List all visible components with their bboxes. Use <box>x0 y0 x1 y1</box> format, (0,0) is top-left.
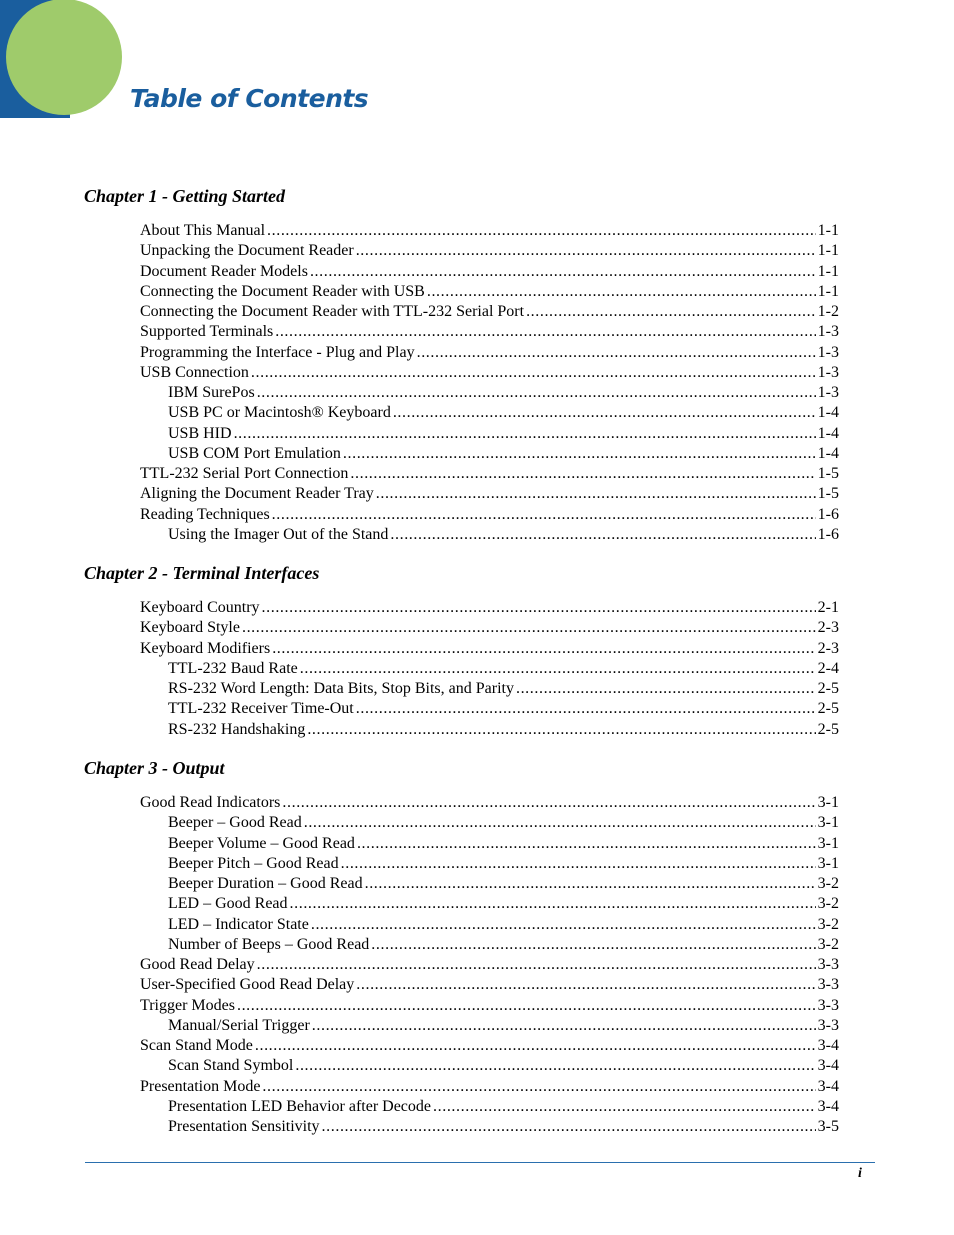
toc-entry[interactable] <box>168 403 839 423</box>
toc-entry-title: IBM SurePos <box>168 384 255 401</box>
toc-entry-title: Number of Beeps – Good Read <box>168 935 370 953</box>
toc-entry-title: Beeper Volume – Good Read <box>168 834 355 852</box>
toc-entry-page-number: 1-1 <box>817 262 839 280</box>
toc-entry-page-number: 1-5 <box>817 465 839 482</box>
toc-entry[interactable] <box>140 464 839 484</box>
toc-entry-page-number: 3-2 <box>817 875 839 892</box>
toc-entry[interactable] <box>140 302 839 322</box>
toc-entry-title: User-Specified Good Read Delay <box>140 976 355 994</box>
toc-entry[interactable] <box>140 484 839 504</box>
toc-entry-page-number: 1-1 <box>817 222 839 239</box>
toc-entry-page-number: 2-5 <box>817 700 839 718</box>
dot-leader <box>356 241 816 261</box>
chapter-heading: Chapter 2 - Terminal Interfaces <box>84 563 320 583</box>
dot-leader <box>356 699 816 719</box>
toc-entry[interactable] <box>168 1016 839 1036</box>
dot-leader <box>255 1036 816 1056</box>
toc-entry[interactable] <box>168 1097 839 1117</box>
toc-entry-title: RS-232 Word Length: Data Bits, Stop Bits, and Parity <box>168 680 514 697</box>
toc-entry-page-number: 2-3 <box>817 639 839 657</box>
toc-entry-title: RS-232 Handshaking <box>168 720 306 738</box>
toc-entry-page-number: 2-3 <box>817 619 839 637</box>
toc-entry-title: Programming the Interface - Plug and Play <box>140 343 415 361</box>
toc-entry-title: Connecting the Document Reader with USB <box>140 282 425 300</box>
toc-entry-title: Good Read Delay <box>140 956 255 973</box>
toc-entry[interactable] <box>140 343 839 363</box>
toc-entry[interactable] <box>140 793 839 813</box>
dot-leader <box>295 1056 815 1076</box>
dot-leader <box>417 343 816 363</box>
toc-entry-title: Presentation LED Behavior after Decode <box>168 1097 432 1115</box>
toc-entry[interactable] <box>140 262 839 282</box>
toc-entry-title: Supported Terminals <box>140 323 274 341</box>
toc-entry-page-number: 3-4 <box>817 1037 839 1054</box>
dot-leader <box>390 525 815 545</box>
toc-entry-title: Keyboard Modifiers <box>140 639 271 657</box>
toc-entry-title: Keyboard Style <box>140 619 240 637</box>
toc-entry[interactable] <box>140 996 839 1016</box>
toc-entry[interactable] <box>140 1077 839 1097</box>
dot-leader <box>356 975 815 995</box>
toc-entry[interactable] <box>168 1056 839 1076</box>
toc-entry[interactable] <box>140 1036 839 1056</box>
toc-entry-page-number: 1-2 <box>817 303 839 320</box>
dot-leader <box>393 403 816 423</box>
toc-entry[interactable] <box>168 679 839 699</box>
toc-entry-page-number: 3-4 <box>817 1077 839 1095</box>
toc-entry[interactable] <box>140 598 839 618</box>
page-title: Table of Contents <box>130 84 369 113</box>
toc-entry-page-number: 1-3 <box>817 323 839 341</box>
toc-entry[interactable] <box>140 363 839 383</box>
toc-entry-page-number: 1-4 <box>817 424 839 442</box>
dot-leader <box>311 915 816 935</box>
toc-entry[interactable] <box>168 383 839 403</box>
toc-entry-page-number: 1-1 <box>817 242 839 260</box>
toc-entry[interactable] <box>168 525 839 545</box>
toc-entry-title: TTL-232 Receiver Time-Out <box>168 700 354 718</box>
toc-entry[interactable] <box>168 444 839 464</box>
toc-entry-title: Unpacking the Document Reader <box>140 242 354 260</box>
toc-entry-title: USB HID <box>168 424 232 442</box>
toc-entry-title: Reading Techniques <box>140 505 270 523</box>
toc-entry[interactable] <box>140 322 839 342</box>
toc-entry-title: Document Reader Models <box>140 262 308 280</box>
toc-entry-title: USB COM Port Emulation <box>168 444 341 462</box>
toc-entry-title: Keyboard Country <box>140 599 260 616</box>
dot-leader <box>516 679 816 699</box>
dot-leader <box>304 813 816 833</box>
dot-leader <box>290 894 816 914</box>
dot-leader <box>376 484 816 504</box>
toc-entry-page-number: 3-5 <box>817 1118 839 1135</box>
toc-entry-page-number: 3-2 <box>817 895 839 913</box>
dot-leader <box>341 854 816 874</box>
toc-entry-title: Presentation Sensitivity <box>168 1118 320 1135</box>
dot-leader <box>312 1016 816 1036</box>
toc-entry[interactable] <box>140 639 839 659</box>
toc-entry-page-number: 3-2 <box>817 935 839 953</box>
toc-entry-page-number: 3-2 <box>817 915 839 933</box>
toc-entry[interactable] <box>140 241 839 261</box>
toc-entry-page-number: 1-6 <box>817 525 839 543</box>
toc-entry-title: TTL-232 Serial Port Connection <box>140 465 349 482</box>
dot-leader <box>242 618 816 638</box>
toc-entry[interactable] <box>140 505 839 525</box>
toc-entry-title: Beeper Pitch – Good Read <box>168 854 339 872</box>
toc-entry[interactable] <box>140 282 839 302</box>
toc-entry[interactable] <box>140 955 839 975</box>
toc-entry-title: TTL-232 Baud Rate <box>168 659 298 677</box>
toc-entry[interactable] <box>168 935 839 955</box>
toc-entry-page-number: 3-1 <box>817 814 839 832</box>
toc-entry-page-number: 3-3 <box>817 996 839 1014</box>
toc-entry[interactable] <box>168 424 839 444</box>
toc-entry-page-number: 3-3 <box>817 1016 839 1034</box>
toc-entry-page-number: 3-1 <box>817 794 839 811</box>
dot-leader <box>322 1117 816 1137</box>
toc-entry-title: Good Read Indicators <box>140 794 281 811</box>
toc-entry-page-number: 1-5 <box>817 485 839 503</box>
toc-entry[interactable] <box>168 699 839 719</box>
dot-leader <box>350 464 815 484</box>
toc-entry-title: Scan Stand Mode <box>140 1037 253 1054</box>
toc-entry-title: Presentation Mode <box>140 1077 261 1095</box>
toc-entry-title: USB PC or Macintosh® Keyboard <box>168 404 391 422</box>
toc-entry-page-number: 1-4 <box>817 404 839 422</box>
toc-entry-page-number: 2-1 <box>817 599 839 616</box>
logo-green-circle <box>6 0 122 115</box>
toc-entry-page-number: 3-4 <box>817 1057 839 1075</box>
toc-entry-title: Scan Stand Symbol <box>168 1057 294 1075</box>
toc-entry-title: Beeper Duration – Good Read <box>168 875 363 892</box>
chapter-heading: Chapter 1 - Getting Started <box>84 186 286 206</box>
dot-leader <box>307 720 815 740</box>
toc-entry-page-number: 2-4 <box>817 659 839 677</box>
toc-entry-title: Connecting the Document Reader with TTL-232 Serial Port <box>140 303 525 320</box>
dot-leader <box>272 505 816 525</box>
toc-entry-page-number: 1-1 <box>817 282 839 300</box>
dot-leader <box>371 935 815 955</box>
toc-entry[interactable] <box>168 1117 839 1137</box>
toc-entry-title: LED – Indicator State <box>168 915 309 933</box>
toc-entry-title: Using the Imager Out of the Stand <box>168 525 389 543</box>
dot-leader <box>275 322 815 342</box>
toc-entry-page-number: 3-4 <box>817 1097 839 1115</box>
dot-leader <box>300 659 816 679</box>
footer-rule <box>85 1162 875 1163</box>
toc-entry-page-number: 3-1 <box>817 834 839 852</box>
dot-leader <box>262 1077 815 1097</box>
toc-entry-page-number: 1-3 <box>817 343 839 361</box>
toc-entry-title: USB Connection <box>140 363 249 381</box>
toc-entry[interactable] <box>168 834 839 854</box>
dot-leader <box>343 444 816 464</box>
toc-entry-page-number: 1-3 <box>817 384 839 401</box>
dot-leader <box>237 996 816 1016</box>
toc-entry-page-number: 1-6 <box>817 505 839 523</box>
toc-entry-page-number: 1-4 <box>817 444 839 462</box>
dot-leader <box>262 598 816 618</box>
toc-entry-page-number: 3-3 <box>817 976 839 994</box>
toc-entry-title: Manual/Serial Trigger <box>168 1016 310 1034</box>
toc-entry[interactable] <box>168 720 839 740</box>
toc-entry[interactable] <box>168 894 839 914</box>
toc-entry-title: Beeper – Good Read <box>168 814 302 832</box>
toc-entry[interactable] <box>168 915 839 935</box>
toc-entry[interactable] <box>140 221 839 241</box>
dot-leader <box>427 282 816 302</box>
toc-entry-page-number: 3-3 <box>817 956 839 973</box>
dot-leader <box>234 424 816 444</box>
dot-leader <box>310 262 816 282</box>
dot-leader <box>365 874 816 894</box>
corner-logo-graphic <box>0 0 125 118</box>
toc-entry-title: Trigger Modes <box>140 996 235 1014</box>
toc-entry-title: LED – Good Read <box>168 895 288 913</box>
dot-leader <box>257 955 816 975</box>
dot-leader <box>251 363 816 383</box>
footer-page-number: i <box>858 1166 862 1181</box>
toc-entry[interactable] <box>168 854 839 874</box>
dot-leader <box>267 221 816 241</box>
toc-entry[interactable] <box>168 813 839 833</box>
chapter-heading: Chapter 3 - Output <box>84 758 225 778</box>
toc-entry-page-number: 2-5 <box>817 720 839 738</box>
toc-entry-page-number: 2-5 <box>817 680 839 697</box>
toc-entry[interactable] <box>168 659 839 679</box>
dot-leader <box>357 834 816 854</box>
toc-entry[interactable] <box>168 874 839 894</box>
toc-entry-page-number: 1-3 <box>817 363 839 381</box>
toc-entry[interactable] <box>140 618 839 638</box>
dot-leader <box>282 793 815 813</box>
dot-leader <box>433 1097 816 1117</box>
dot-leader <box>526 302 816 322</box>
dot-leader <box>257 383 816 403</box>
toc-entry-title: About This Manual <box>140 222 266 239</box>
toc-entry[interactable] <box>140 975 839 995</box>
toc-entry-title: Aligning the Document Reader Tray <box>140 485 374 503</box>
toc-entry-page-number: 3-1 <box>817 854 839 872</box>
dot-leader <box>272 639 815 659</box>
